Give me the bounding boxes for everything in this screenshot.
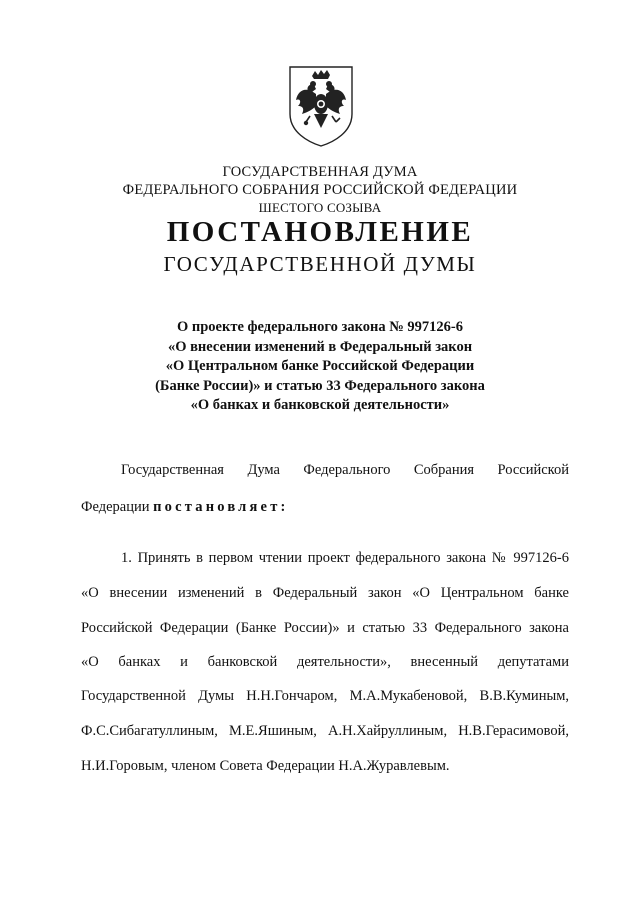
org-name-line-1: ГОСУДАРСТВЕННАЯ ДУМА	[222, 164, 418, 180]
clause-1-line-1-wrap	[121, 550, 569, 567]
clause-line: Ф.С.Сибагатуллиным, М.Е.Яшиным, А.Н.Хайруллиным, Н.В.Герасимовой,	[81, 723, 569, 739]
org-name-line-2: ФЕДЕРАЛЬНОГО СОБРАНИЯ РОССИЙСКОЙ ФЕДЕРАЦИИ	[122, 182, 518, 198]
subject-line: «О внесении изменений в Федеральный закон	[167, 338, 473, 355]
preamble-line-1: Государственная Дума Федерального Собрания Российской	[121, 462, 569, 478]
subject-line: (Банке России)» и статью 33 Федерального закона	[155, 377, 485, 394]
preamble-line-2	[81, 499, 569, 516]
resolves-emphasis: постановляет:	[153, 499, 289, 515]
clause-line: Н.И.Горовым, членом Совета Федерации Н.А.Журавлевым.	[81, 758, 450, 774]
clause-1-line-3-wrap	[81, 620, 569, 637]
clause-line: Российской Федерации (Банке России)» и статью 33 Федерального закона	[81, 620, 569, 636]
subject-line: «О Центральном банке Российской Федерации	[165, 358, 475, 374]
resolution-subject	[0, 318, 640, 416]
clause-1-line-4-wrap	[81, 654, 569, 671]
convocation-line: ШЕСТОГО СОЗЫВА	[258, 200, 382, 215]
clause-1-line-6-wrap	[81, 723, 569, 740]
subject-line: «О банках и банковской деятельности»	[190, 397, 450, 413]
document-issuer-title: ГОСУДАРСТВЕННОЙ ДУМЫ	[163, 252, 477, 276]
coat-of-arms-icon	[286, 64, 356, 148]
subject-line: О проекте федерального закона № 997126-6	[176, 319, 464, 335]
preamble-line-1-wrap	[121, 462, 569, 479]
clause-line: «О банках и банковской деятельности», внесенный депутатами	[81, 654, 569, 670]
preamble-line-2-text: Федерации	[81, 499, 150, 515]
clause-line: «О внесении изменений в Федеральный закон «О Центральном банке	[81, 585, 569, 601]
clause-line: 1. Принять в первом чтении проект федерального закона № 997126-6	[121, 550, 569, 566]
clause-1-line-5-wrap	[81, 688, 569, 705]
clause-1-line-2-wrap	[81, 585, 569, 602]
document-type-title: ПОСТАНОВЛЕНИЕ	[166, 216, 474, 248]
clause-line: Государственной Думы Н.Н.Гончаром, М.А.Мукабеновой, В.В.Куминым,	[81, 688, 569, 704]
